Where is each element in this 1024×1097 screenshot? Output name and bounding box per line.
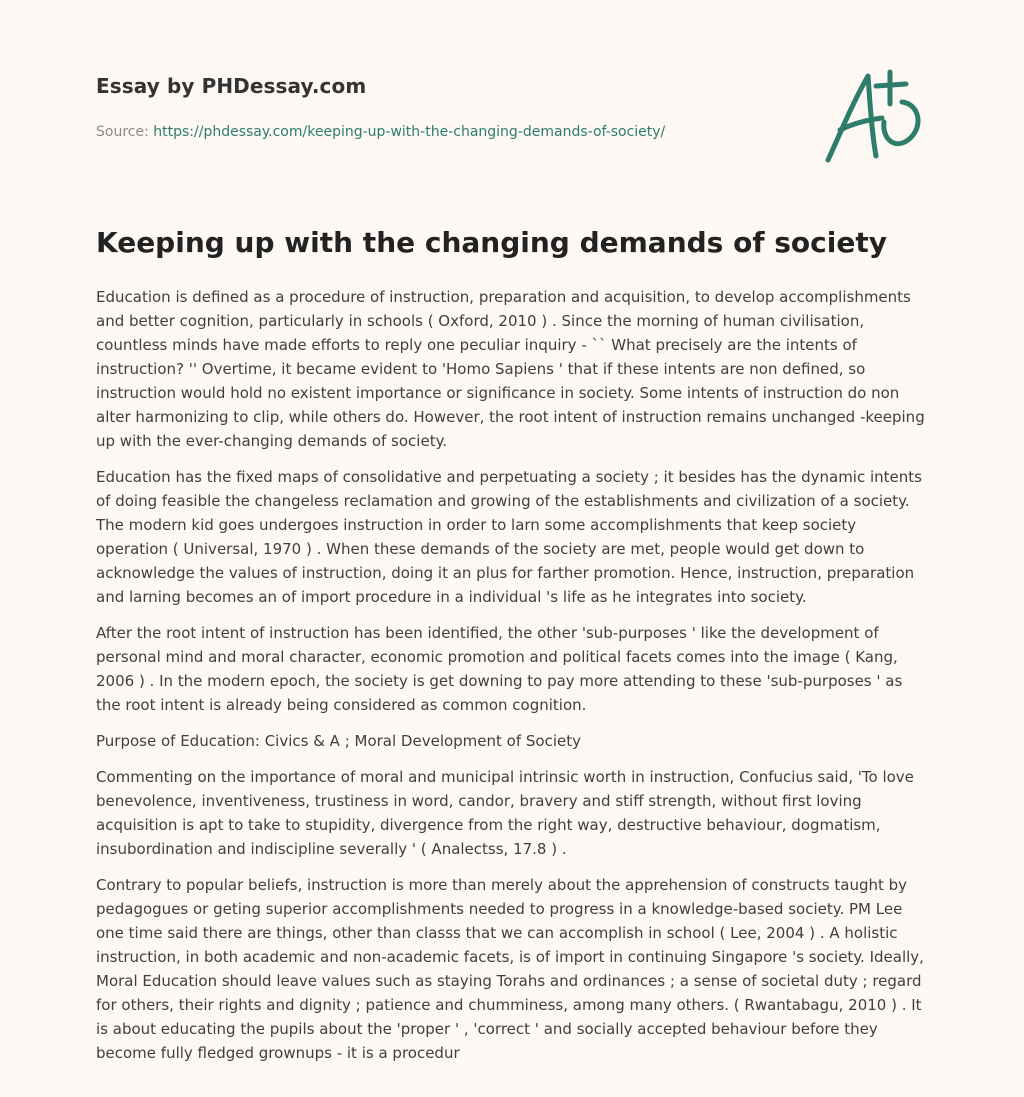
- essay-paragraph: Commenting on the importance of moral and municipal intrinsic worth in instruction, Confucius said, 'To love benevolence, inventiveness, trustiness in word, candor, bravery and stiff strength, without first loving acquisition is apt to take to stupidity, divergence from the right way, destructive behaviour, dogmatism, insubordination and indiscipline severally ' ( Analectss, 17.8 ) .: [96, 768, 914, 858]
- essay-paragraph: Education is defined as a procedure of instruction, preparation and acquisition, to develop accomplishments and better cognition, particularly in schools ( Oxford, 2010 ) . Since the morning of human civilisation, countless minds have made efforts to reply one peculiar inquiry - `` What precisely are the intents of instruction? '' Overtime, it became evident to 'Homo Sapiens ' that if these intents are non defined, so instruction would hold no existent importance or significance in society. Some intents of instruction do non alter harmonizing to clip, while others do. However, the root intent of instruction remains unchanged -keeping up with the ever-changing demands of society.: [96, 288, 925, 450]
- essay-body: [96, 285, 928, 1077]
- section-heading: Purpose of Education: Civics & A ; Moral Development of Society: [96, 732, 582, 750]
- source-label: Source:: [96, 124, 154, 140]
- source-line: [96, 124, 796, 140]
- essay-header: [96, 74, 796, 140]
- essay-paragraph: After the root intent of instruction has been identified, the other 'sub-purposes ' like the development of personal mind and moral character, economic promotion and political facets comes into the image ( Kang, 2006 ) . In the modern epoch, the society is get downing to pay more attending to these 'sub-purposes ' as the root intent is already being considered as common cognition.: [96, 624, 903, 714]
- source-link[interactable]: https://phdessay.com/keeping-up-with-the-changing-demands-of-society/: [153, 124, 666, 140]
- essay-paragraph: Contrary to popular beliefs, instruction is more than merely about the apprehension of constructs taught by pedagogues or geting superior accomplishments needed to progress in a knowledge-based society. PM Lee one time said there are things, other than classs that we can accomplish in school ( Lee, 2004 ) . A holistic instruction, in both academic and non-academic facets, is of import in continuing Singapore 's society. Ideally, Moral Education should leave values such as staying Torahs and ordinances ; a sense of societal duty ; regard for others, their rights and dignity ; patience and chumminess, among many others. ( Rwantabagu, 2010 ) . It is about educating the pupils about the 'proper ' , 'correct ' and socially accepted behaviour before they become fully fledged grownups - it is a procedur: [96, 876, 924, 1062]
- site-brand: Essay by PHDessay.com: [96, 74, 367, 98]
- essay-paragraph: Education has the fixed maps of consolidative and perpetuating a society ; it besides has the dynamic intents of doing feasible the changeless reclamation and growing of the establishments and civilization of a society. The modern kid goes undergoes instruction in order to larn some accomplishments that keep society operation ( Universal, 1970 ) . When these demands of the society are met, people would get down to acknowledge the values of instruction, doing it an plus for farther promotion. Hence, instruction, preparation and larning becomes an of import procedure in a individual 's life as he integrates into society.: [96, 468, 922, 606]
- a-plus-logo-icon: [820, 64, 930, 168]
- essay-title: Keeping up with the changing demands of society: [96, 226, 887, 259]
